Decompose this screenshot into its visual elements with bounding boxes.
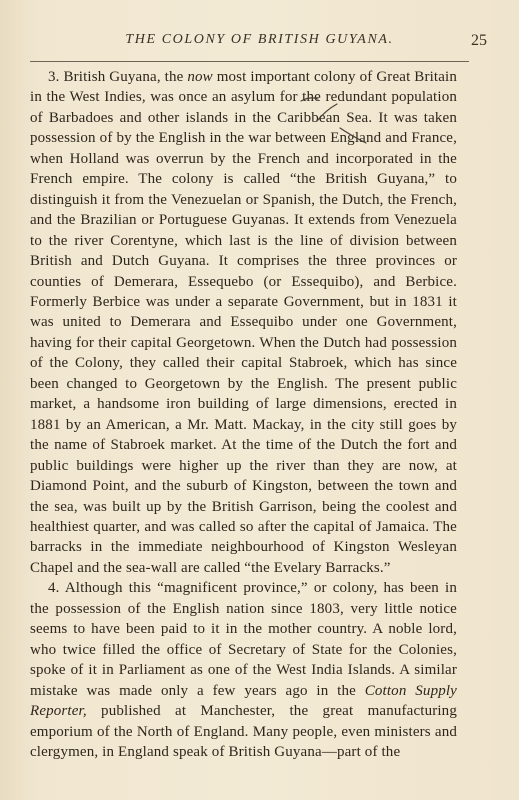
- paragraph-4-text-1: 4. Although this “magnificent province,” or colony, has been in the possession of the English nation since 1803, very little notice seems to have been paid to it in the mother country. A noble lord, who twice filled the office of Secretary of State for the Colonies, spoke of it in Parliament as one of the West India Islands. A similar mistake was made only a few years ago in the: [30, 580, 457, 699]
- body-text: [30, 67, 457, 762]
- running-head-title: THE COLONY OF BRITISH GUYANA.: [125, 32, 394, 47]
- paragraph-4: [30, 578, 457, 762]
- paragraph-4-italic-title: Cotton Supply Reporter,: [30, 682, 457, 720]
- paragraph-3-text-1: 3. British Guyana, the: [48, 69, 188, 85]
- page-number: 25: [471, 32, 487, 49]
- paragraph-4-text-2: published at Manchester, the great manufacturing emporium of the North of England. Many people, even ministers and clergymen, in England speak of British Guyana—part of the: [30, 703, 457, 760]
- paragraph-3: [30, 67, 457, 578]
- paragraph-3-italic-now: now: [187, 69, 213, 85]
- header-rule: [30, 61, 469, 62]
- paragraph-3-text-2: most important colony of Great Britain in the West Indies, was once an asylum for the redundant population of Barbadoes and other islands in the Caribbean Sea. It was taken possession of by the English in the war between England and France, when Holland was overrun by the French and incorporated in the French empire. The colony is called “the British Guyana,” to distinguish it from the Venezuelan or Spanish, the Dutch, the French, and the Brazilian or Portuguese Guyanas. It extends from Venezuela to the river Corentyne, which last is the line of division between British and Dutch Guyana. It comprises the three provinces or counties of Demerara, Essequebo (or Essequibo), and Berbice. Formerly Berbice was under a separate Government, but in 1831 it was united to Demerara and Essequibo under one Government, having for their capital Georgetown. When the Dutch had possession of the Colony, they called their capital Stabroek, which has since been changed to Georgetown by the English. The present public market, a handsome iron building of large dimensions, erected in 1881 by an American, a Mr. Matt. Mackay, in the city still goes by the name of Stabroek market. At the time of the Dutch the fort and public buildings were higher up the river than they are now, at Diamond Point, and the suburb of Kingston, between the town and the sea, was built up by the British Garrison, being the coolest and healthiest quarter, and was called so after the capital of Jamaica. The barracks in the immediate neighbourhood of Kingston Wesleyan Chapel and the sea-wall are called “the Evelary Barracks.”: [30, 69, 458, 576]
- running-head: [30, 32, 489, 54]
